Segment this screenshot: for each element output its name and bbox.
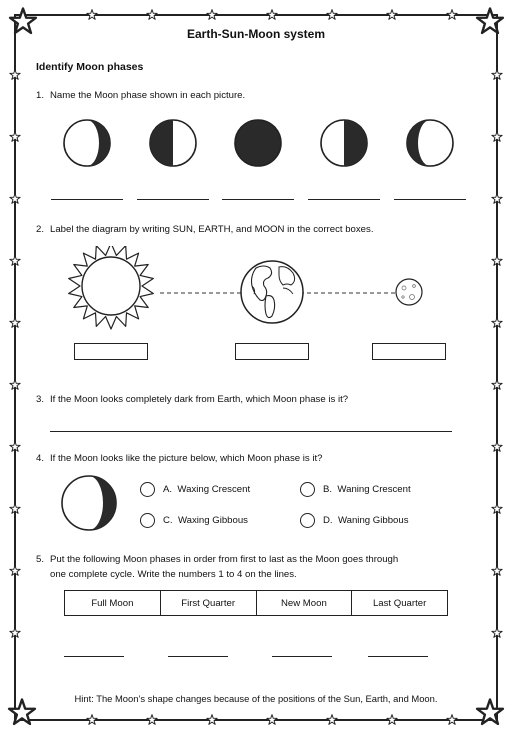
- question-number: 2.: [36, 224, 45, 235]
- moon-icon: [396, 279, 422, 305]
- star-icon: [207, 10, 217, 20]
- sun-earth-moon-diagram: [0, 246, 512, 346]
- star-icon: [327, 10, 337, 20]
- star-icon: [207, 715, 217, 725]
- answer-line[interactable]: [368, 656, 428, 657]
- question-text-line-2: one complete cycle. Write the numbers 1 to 4 on the lines.: [50, 569, 297, 580]
- option-label: Waxing Crescent: [177, 484, 251, 495]
- answer-line[interactable]: [168, 656, 228, 657]
- phase-order-table: [64, 590, 448, 616]
- star-icon: [492, 70, 502, 80]
- answer-line[interactable]: [308, 199, 380, 200]
- star-icon: [447, 10, 457, 20]
- star-icon: [10, 380, 20, 390]
- star-icon: [10, 194, 20, 204]
- star-icon: [447, 715, 457, 725]
- moon-label-box[interactable]: [372, 343, 446, 360]
- radio-circle-icon[interactable]: [300, 513, 315, 528]
- radio-circle-icon[interactable]: [300, 482, 315, 497]
- answer-line[interactable]: [50, 431, 452, 432]
- question-2: [36, 222, 373, 237]
- star-icon: [147, 715, 157, 725]
- worksheet-title: Earth-Sun-Moon system: [186, 27, 325, 41]
- answer-line[interactable]: [51, 199, 123, 200]
- radio-circle-icon[interactable]: [140, 482, 155, 497]
- star-icon: [87, 715, 97, 725]
- question-number: 3.: [36, 394, 45, 405]
- star-icon: [10, 504, 20, 514]
- star-icon: [492, 504, 502, 514]
- sun-label-box[interactable]: [74, 343, 148, 360]
- star-icon: [267, 10, 277, 20]
- star-icon: [10, 628, 20, 638]
- option-d[interactable]: [300, 513, 409, 528]
- question-text: Name the Moon phase shown in each picture.: [50, 90, 246, 101]
- sun-icon: [69, 246, 154, 329]
- option-c[interactable]: [140, 513, 248, 528]
- earth-globe-icon: [241, 261, 303, 323]
- star-icon: [10, 442, 20, 452]
- question-number: 5.: [36, 554, 45, 565]
- question-text: Label the diagram by writing SUN, EARTH, and MOON in the correct boxes.: [50, 224, 374, 235]
- star-icon: [10, 566, 20, 576]
- star-icon: [492, 132, 502, 142]
- question-3: [36, 392, 348, 407]
- star-icon: [327, 715, 337, 725]
- answer-line[interactable]: [137, 199, 209, 200]
- question-number: 4.: [36, 453, 45, 464]
- phase-cell: First Quarter: [161, 591, 257, 615]
- option-a[interactable]: [140, 482, 250, 497]
- section-heading: Identify Moon phases: [36, 61, 144, 73]
- phase-cell: New Moon: [257, 591, 353, 615]
- star-icon: [10, 70, 20, 80]
- star-icon: [387, 10, 397, 20]
- moon-phase-icon: [62, 118, 112, 168]
- moon-phase-icon: [319, 118, 369, 168]
- question-number: 1.: [36, 90, 45, 101]
- moon-phase-icon: [405, 118, 455, 168]
- radio-circle-icon[interactable]: [140, 513, 155, 528]
- option-b[interactable]: [300, 482, 411, 497]
- star-icon: [10, 132, 20, 142]
- hint-text: Hint: The Moon’s shape changes because of the positions of the Sun, Earth, and Moon.: [74, 693, 438, 704]
- option-letter: D.: [323, 515, 333, 526]
- star-icon: [387, 715, 397, 725]
- option-label: Waxing Gibbous: [177, 515, 248, 526]
- question-text: If the Moon looks like the picture below, which Moon phase is it?: [50, 453, 323, 464]
- earth-label-box[interactable]: [235, 343, 309, 360]
- star-icon: [147, 10, 157, 20]
- question-text: If the Moon looks completely dark from Earth, which Moon phase is it?: [50, 394, 349, 405]
- question-text-line-1: Put the following Moon phases in order from first to last as the Moon goes through: [50, 554, 399, 565]
- star-icon: [492, 566, 502, 576]
- star-icon: [87, 10, 97, 20]
- answer-line[interactable]: [394, 199, 466, 200]
- moon-phase-icon: [233, 118, 283, 168]
- option-letter: C.: [163, 515, 173, 526]
- option-letter: A.: [163, 484, 173, 495]
- option-label: Waning Crescent: [337, 484, 411, 495]
- question-5: [36, 552, 398, 582]
- question-4: [36, 451, 323, 466]
- answer-line[interactable]: [272, 656, 332, 657]
- star-icon: [267, 715, 277, 725]
- answer-line[interactable]: [64, 656, 124, 657]
- answer-line[interactable]: [222, 199, 294, 200]
- star-icon: [492, 628, 502, 638]
- phase-cell: Full Moon: [65, 591, 161, 615]
- question-1: [36, 88, 245, 103]
- phase-cell: Last Quarter: [372, 597, 427, 609]
- star-icon: [492, 194, 502, 204]
- star-icon: [492, 380, 502, 390]
- option-letter: B.: [323, 484, 333, 495]
- option-label: Waning Gibbous: [337, 515, 409, 526]
- moon-phase-icon: [148, 118, 198, 168]
- star-icon: [492, 442, 502, 452]
- moon-phase-icon: [60, 474, 118, 532]
